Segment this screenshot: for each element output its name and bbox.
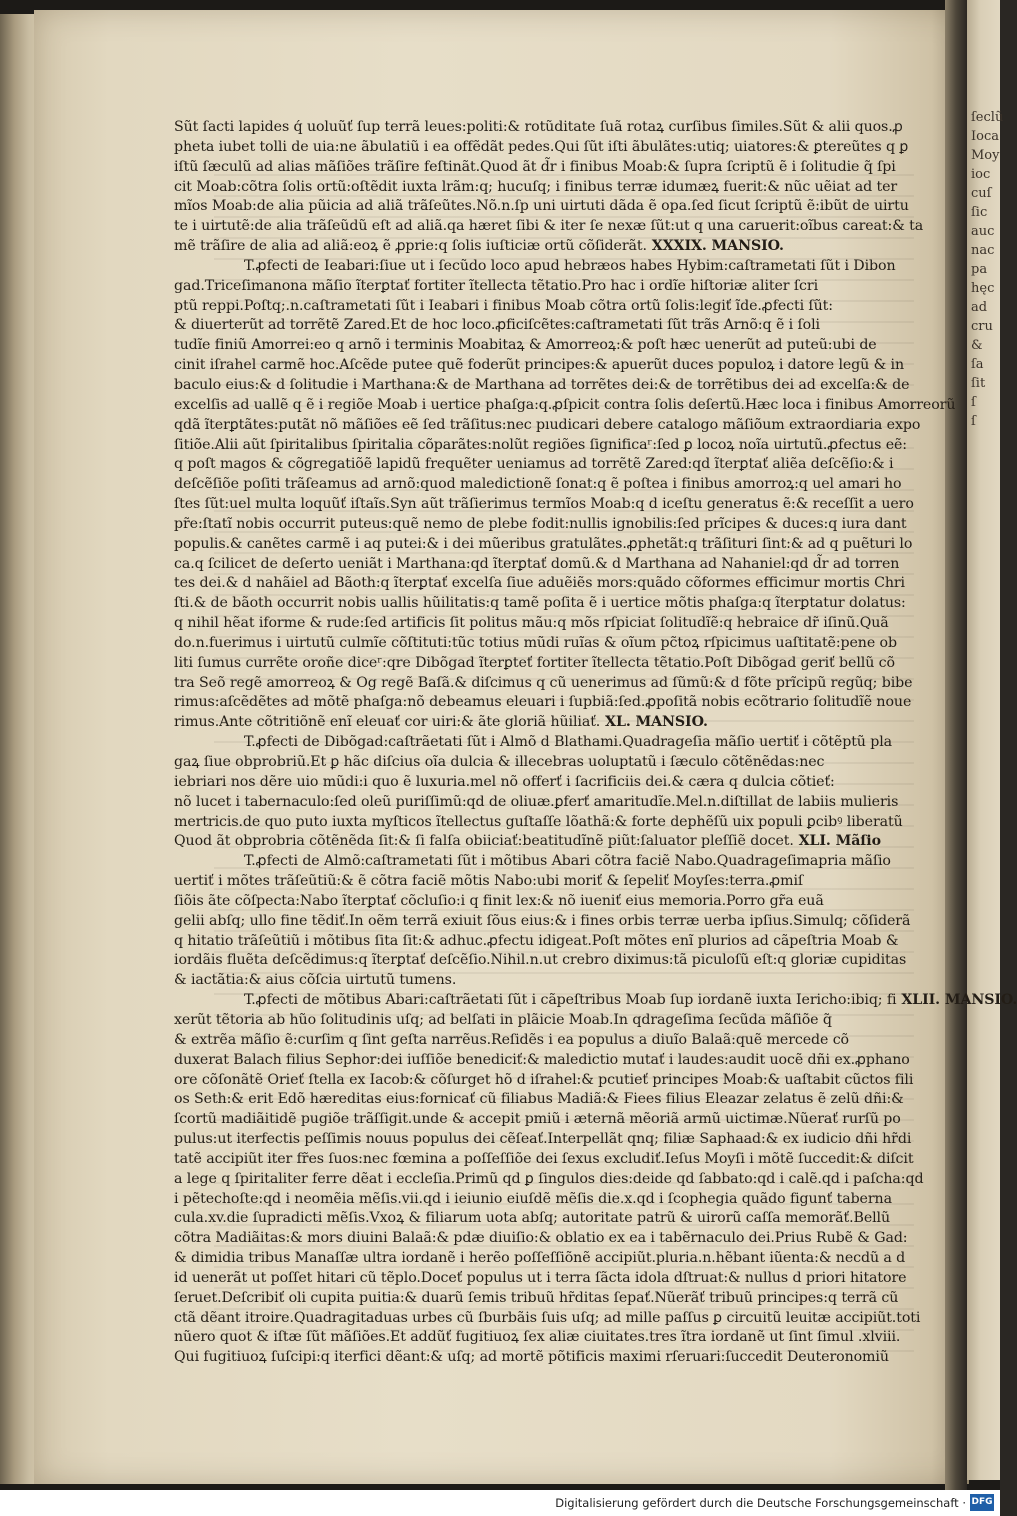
text-line-content: baculo eius:& d ſolitudie i Marthana:& de Marthana ad torrẽtes dei:& de torrẽtibus dei ad excelſa:& de [174, 376, 910, 393]
text-line [174, 1309, 934, 1329]
text-line [174, 1249, 934, 1269]
right-page-fragment: ſic [971, 205, 988, 220]
text-line-content: tatẽ accipiũt iter fr̃es ſuos:nec fœmina a poſſeſſiõe dei ſexus excludiť.Ieſus Moyſi i mõtẽ ſuccedit:& diſcit [174, 1150, 914, 1167]
text-line [174, 555, 934, 575]
text-line-content: cit Moab:cõtra ſolis ortũ:oſtẽdit iuxta lrãm:q; hucuſq; i finibus terræ idumæꝝ fuerit:& nũc uẽiat ad ter [174, 178, 898, 195]
right-page-fragment: ſeclũ [971, 110, 1004, 125]
text-line [174, 574, 934, 594]
text-line-content: excelſis ad uallẽ q ẽ i regiõe Moab i uertice phaſga:q.ꝓſpicit contra ſolis deſertũ.Hæc loca i finibus Amorreorũ [174, 396, 956, 413]
text-line-content: Quod ãt obprobria cõtẽnẽda ſit:& ſi falſa obiiciať:beatitudĩnẽ piũt:ſaluator pleſſiẽ docet. [174, 833, 794, 850]
mansio-heading: XLI. Mãſio [793, 833, 881, 850]
text-line [174, 1348, 934, 1368]
text-line-content: ſiõis ãte cõſpecta:Nabo ĩterꝑtať cõcluſio:i q finit lex:& nõ iueniť eius memoria.Porro gr̃a euã [174, 892, 824, 909]
right-page-fragment: Moy [971, 148, 1000, 163]
text-line [174, 614, 934, 634]
text-line [174, 396, 956, 416]
text-line [174, 376, 934, 396]
text-line-content: & dimidia tribus Manaſſæ ultra iordanẽ i herẽo poſſeſſiõnẽ accipiũt.pluria.n.hẽbant iũenta:& necdũ a d [174, 1250, 906, 1267]
text-line [174, 138, 934, 158]
text-line [174, 495, 934, 515]
right-page-fragment: ſ [971, 414, 976, 429]
text-line [174, 356, 934, 376]
text-line-content: populis.& canẽtes carmẽ i aq putei:& i dei mũeribus gratulãtes.ꝓphetãt:q trãſituri ſint:& ad q puẽturi lo [174, 535, 913, 552]
text-line-content: iſtũ ſæculũ ad alias mãſiões trãſire feſtinãt.Quod ãt d̃r i finibus Moab:& ſupra ſcriptũ ẽ i ſolitudie q̃ ſpi [174, 158, 896, 175]
text-line-content: & diuerterũt ad torrẽtẽ Zared.Et de hoc loco.ꝓficiſcẽtes:caſtrametati ſũt trãs Arnõ:q ẽ i ſoli [174, 317, 820, 334]
text-line [174, 277, 934, 297]
text-line-content: os Seth:& erit Edõ hæreditas eius:fornicať cũ filiabus Madiã:& Fiees filius Eleazar zelatus ẽ zelũ dñi:& [174, 1091, 904, 1108]
text-line [174, 693, 934, 713]
text-line [174, 1130, 934, 1150]
text-line-content: qdã ĩterꝑtãtes:putãt nõ mãſiões eẽ ſed trãſitus:nec pıudicari debere catalogo mãſiõum extraordiaria expo [174, 416, 921, 433]
text-line [174, 753, 934, 773]
text-line-content: do.n.fuerimus i uirtutũ culmĩe cõſtituti:tũc totius mũdi ruĩas & oĩum pc̃toꝝ rſpicimus uaſtitatẽ:pene ob [174, 634, 897, 651]
right-page-fragment: ſ [971, 395, 976, 410]
text-line [174, 178, 934, 198]
text-line-content: T.ꝓfecti de Almõ:caſtrametati ſũt i mõtibus Abari cõtra faciẽ Nabo.Quadrageſimapria mãſio [244, 853, 891, 870]
text-line-content: ſeruet.Deſcribiť oli cupita puitia:& duarũ ſemis tribuũ hr̃ditas ſepať.Nũerãť tribuũ principes:q terrã cũ [174, 1289, 899, 1306]
text-line [174, 932, 934, 952]
text-line [174, 416, 934, 436]
text-line [174, 535, 934, 555]
text-line [174, 1328, 934, 1348]
text-line-content: mẽ trãſire de alia ad aliã:eoꝝ ẽ ꝓprie:q ſolis iuſticiæ ortũ cõſiderãt. [174, 238, 647, 255]
text-line-content: & extrẽa mãſio ẽ:curſim q ſint geſta narrẽus.Reſidẽs i ea populus a diuĩo Balaã:quẽ mercede cõ [174, 1031, 850, 1048]
text-line [174, 852, 934, 872]
text-line-content: deſcẽſiõe poſiti trãſeamus ad arnõ:quod maledictionẽ ſonat:q ẽ poſtea i finibus amorroꝝ:q uel amari ho [174, 476, 902, 493]
right-page-fragment: Ioca [971, 129, 999, 144]
mansio-heading: XL. MANSIO. [600, 714, 708, 731]
text-line [174, 594, 934, 614]
text-line [174, 912, 934, 932]
text-line [174, 991, 1017, 1011]
text-line-content: liti ſumus currẽte oroñe diceʳ:qre Dibõgad ĩterꝑteť fortiter ĩtellecta tẽtatio.Poſt Dibõgad geriť bellũ cõ [174, 654, 895, 671]
right-page-fragment: ſa [971, 357, 984, 372]
text-line-content: duxerat Balach filius Sephor:dei iuſſiõe benediciť:& maledictio mutať i laudes:audit uocẽ dñi ex.ꝓphano [174, 1051, 910, 1068]
text-line-content: q hitatio trãſeũtiũ i mõtibus ſita ſit:& adhuc.ꝓfectu idigeat.Poſt mõtes enĩ plurios ad cãpeſtria Moab & [174, 932, 899, 949]
text-line-content: ſcortũ madiãitidẽ pugiõe trãſſigit.unde & accepit pmiũ i æternã mẽoriã armũ uictimæ.Nũerať rurſũ po [174, 1111, 901, 1128]
text-line [174, 257, 934, 277]
dfg-logo: DFG [970, 1494, 994, 1511]
text-line [174, 436, 934, 456]
text-line-content: tes dei.& d nahãiel ad Bãoth:q ĩterꝑtať excelſa ſiue aduẽiẽs mors:quãdo cõformes efficimur mortis Chri [174, 575, 905, 592]
text-line [174, 455, 934, 475]
text-line-content: mertricis.de quo puto iuxta myſticos ĩtellectus guſtaſſe lõathã:& forte dephẽſũ uix populi ꝑcibꝰ liberatũ [174, 813, 903, 830]
text-line-content: uertiť i mõtes trãſeũtiũ:& ẽ cõtra faciẽ mõtis Nabo:ubi moriť & ſepeliť Moyſes:terra.ꝓmiſ [174, 873, 804, 890]
text-line [174, 1051, 934, 1071]
text-line [174, 634, 934, 654]
text-line-content: Sũt ſacti lapides q́ uoluũť ſup terrã leues:politi:& rotũditate ſuã rotaꝝ curſibus ſimiles.Sũt & alii quos.ꝓ [174, 119, 903, 135]
text-line [174, 118, 934, 138]
text-line [174, 773, 934, 793]
text-line [174, 674, 934, 694]
right-page-fragment: cuſ [971, 186, 992, 201]
book-gutter [945, 0, 967, 1490]
text-line [174, 1209, 934, 1229]
right-page-fragment: & [971, 338, 983, 353]
right-page-fragment: cru [971, 319, 993, 334]
text-line-content: iebriari nos dẽre uio mũdi:i quo ẽ luxuria.mel nõ offerť i ſacrificiis dei.& cæra q dulcia cõtieť: [174, 773, 835, 790]
right-page-text-fragments [967, 0, 1004, 431]
text-line [174, 217, 934, 237]
text-line [174, 515, 934, 535]
text-line-content: i pẽtechoſte:qd i neomẽia mẽſis.vii.qd i ieiunio eiuſdẽ mẽſis die.x.qd i ſcophegia quãdo figunť taberna [174, 1190, 892, 1207]
text-line [174, 336, 934, 356]
text-line-content: tudĩe finiũ Amorrei:eo q arnõ i terminis Moabitaꝝ & Amorreoꝝ:& poſt hæc uenerũt ad puteũ:ubi de [174, 337, 877, 354]
text-line-content: & iactãtia:& aius cõſcia uirtutũ tumens. [174, 972, 457, 989]
right-page-fragment: ſit [971, 376, 986, 391]
right-page-fragment: nac [971, 243, 995, 258]
text-line [174, 297, 934, 317]
text-line [174, 892, 934, 912]
text-line-content: cula.xv.die ſupradicti mẽſis.Vxoꝝ & filiarum uota abſq; autoritate patrũ & uirorũ caſſa memorãť.Bellũ [174, 1210, 891, 1227]
right-page-fragment: hęc [971, 281, 995, 296]
text-line [174, 832, 934, 852]
text-line [174, 158, 934, 178]
text-line-content: iordãis fluẽta deſcẽdimus:q ĩterꝑtať deſcẽſio.Nihil.n.ut crebro diximus:tã piculoſũ eſt:q gloriæ cupiditas [174, 952, 907, 969]
right-page-fragment: auc [971, 224, 995, 239]
text-line-content: tra Seõ regẽ amorreoꝝ & Og regẽ Baſã.& diſcimus q cũ uenerimus ad ſũmũ:& d fõte prĩcipũ regũq; bibe [174, 674, 913, 691]
text-line-content: pr̃e:ſtatĩ nobis occurrit puteus:quẽ nemo de plebe fodit:nullis ignobilis:ſed prĩcipes & duces:q iura dant [174, 515, 907, 532]
text-line [174, 1090, 934, 1110]
text-line [174, 713, 934, 733]
text-line [174, 1110, 934, 1130]
text-line-content: mĩos Moab:de alia pũicia ad aliã trãſeũtes.Nõ.n.ſp uni uirtuti dãda ẽ opa.ſed ſicut ſcriptũ ẽ:ibũt de uirtu [174, 198, 909, 215]
right-page-fragment: ioc [971, 167, 991, 182]
text-line-content: gaꝝ ſiue obprobriũ.Et ꝑ hãc diſcius oĩa dulcia & illecebras uoluptatũ i ſæculo cõtẽnẽdas:nec [174, 754, 825, 770]
text-line [174, 813, 934, 833]
text-line [174, 475, 934, 495]
footer-bar [0, 1490, 1000, 1516]
text-line-content: T.ꝓfecti de Ieabari:ſiue ut i ſecũdo loco apud hebræos habes Hybim:caſtrametati ſũt i Dibon [244, 257, 896, 274]
text-line-content: xerũt tẽtoria ab hũo ſolitudinis uſq; ad belſati in plãicie Moab.In qdrageſima ſecũda mãſiõe q̃ [174, 1011, 832, 1028]
text-line-content: T.ꝓfecti de mõtibus Abari:caſtrãetati ſũt i cãpeſtribus Moab ſup iordanẽ iuxta Iericho:ibiq; fi [244, 992, 897, 1009]
mansio-heading: XLII. MANSIO. [896, 992, 1017, 1009]
text-line-content: nũero quot & iſtæ ſũt mãſiões.Et addũť fugitiuoꝝ ſex aliæ ciuitates.tres ĩtra iordanẽ ut ſint ſimul .xlviii. [174, 1329, 901, 1346]
text-line-content: ore cõſonãtẽ Orieť ſtella ex Iacob:& cõſurget hõ d iſrahel:& pcutieť principes Moab:& uaſtabit cũctos fili [174, 1071, 914, 1088]
text-line [174, 1031, 934, 1051]
text-line [174, 316, 934, 336]
text-line-content: id uenerãt ut poſſet hitari cũ tẽplo.Doceť populus ut i terra ſãcta idola dſtruat:& nullus d priori hitatore [174, 1269, 907, 1286]
text-line [174, 971, 934, 991]
text-line [174, 793, 934, 813]
text-line [174, 1289, 934, 1309]
text-line-content: q nihil hẽat iforme & rude:ſed artificis ſit politus mãu:q mõs rſpiciat ſolitudĩẽ:q hebraice dr̃ iſinũ.Quã [174, 615, 889, 632]
text-line-content: a lege q ſpiritaliter ferre dẽat i eccleſia.Primũ qd ꝑ ſingulos dies:deide qd ſabbato:qd i calẽ.qd i paſcha:qd [174, 1170, 924, 1187]
text-line [174, 237, 934, 257]
text-line-content: T.ꝓfecti de Dibõgad:caſtrãetati ſũt i Almõ d Blathami.Quadrageſia mãſio uertiť i cõtẽptũ pla [244, 734, 893, 751]
text-line-content: gelii abſq; ullo fine tẽdiť.In oẽm terrã exiuit ſõus eius:& i fines orbis terræ uerba ipſius.Simulq; cõſiderã [174, 912, 911, 929]
right-page-fragment: pa [971, 262, 988, 277]
mansio-heading: XXXIX. MANSIO. [646, 238, 784, 255]
text-line [174, 733, 934, 753]
text-line [174, 951, 934, 971]
text-line [174, 1150, 934, 1170]
funding-credit: Digitalisierung gefördert durch die Deutsche Forschungsgemeinschaft · [555, 1496, 966, 1510]
right-page-edge [967, 0, 1004, 1480]
text-line-content: pulus:ut iterfectis peſſimis nouus populus dei cẽſeať.Interpellãt qnq; filiæ Saphaad:& ex iudicio dñi hr̃di [174, 1131, 912, 1148]
text-line-content: Qui fugitiuoꝝ ſuſcipi:q iterfici dẽant:& uſq; ad mortẽ põtificis maximi rſeruari:ſuccedit Deuteronomiũ [174, 1349, 889, 1366]
text-line-content: ſitiõe.Alii aũt ſpiritalibus ſpiritalia cõparãtes:nolũt regiões ſignificaʳ:ſed ꝑ locoꝝ noĩa uirtutũ.ꝓfectus eẽ: [174, 436, 907, 453]
text-line-content: cõtra Madiãitas:& mors diuini Balaã:& pdæ diuiſio:& oblatio ex ea i tabẽrnaculo dei.Prius Rubẽ & Gad: [174, 1230, 908, 1247]
text-line [174, 1071, 934, 1091]
text-line-content: rimus.Ante cõtritiõnẽ enĩ eleuať cor uiri:& ãte gloriã hũiliať. [174, 714, 601, 731]
text-line-content: rimus:aſcẽdẽtes ad mõtẽ phaſga:nõ debeamus eleuari i ſupbiã:ſed.ꝓpoſitã nobis ecõtrario ſolitudĩẽ noue [174, 694, 912, 711]
text-line [174, 654, 934, 674]
text-line-content: gad.Triceſimanona mãſio ĩterꝑtať fortiter ĩtellecta tẽtatio.Pro hac i ordĩe hiſtoriæ aliter ſcri [174, 277, 819, 294]
text-line-content: nõ lucet i tabernaculo:ſed oleũ puriſſimũ:qd de oliuæ.ꝑferť amaritudĩe.Mel.n.diſtillat de labiis mulieris [174, 793, 899, 810]
text-line [174, 197, 934, 217]
text-line [174, 1269, 934, 1289]
text-line-content: pheta iubet tolli de uia:ne ãbulatiũ i ea offẽdãt pedes.Qui ſũt iſti ãbulãtes:utiq; uiatores:& ꝑtereũtes q ꝑ [174, 138, 909, 155]
text-line-content: ſtes ſũt:uel multa loquũť iſtaĩs.Syn aũt trãſierimus termĩos Moab:q d iceſtu generatus ẽ:& receſſit a uero [174, 496, 914, 513]
text-line [174, 872, 934, 892]
text-line [174, 1170, 934, 1190]
text-line-content: ſti.& de bãoth occurrit nobis uallis hũilitatis:q tamẽ poſita ẽ i uertice mõtis phaſga:q ĩterꝑtatur dolatus: [174, 595, 906, 612]
right-page-fragment: ad [971, 300, 988, 315]
text-line-content: te i uirtutẽ:de alia trãſeũdũ eſt ad aliã.qa hæret ſibi & iter ſe nexæ ſũt:ut q una caruerit:oĩbus careat:& ta [174, 218, 924, 235]
text-line [174, 1190, 934, 1210]
text-line-content: ptũ reppi.Poſtq;.n.caſtrametati ſũt i Ieabari i finibus Moab cõtra ortũ ſolis:legiť ĩde.ꝓfecti ſũt: [174, 297, 833, 314]
text-line-content: ctã dẽant itroire.Quadragitaduas urbes cũ ſburbãis ſuis uſq; ad mille paſſus ꝑ circuitũ leuitæ accipiũt.toti [174, 1309, 921, 1326]
text-line-content: ca.q ſcilicet de deſerto ueniãt i Marthana:qd ĩterꝑtať domũ.& d Marthana ad Nahaniel:qd d̃r ad torren [174, 555, 900, 572]
text-line-content: cinit iſrahel carmẽ hoc.Aſcẽde putee quẽ foderũt principes:& apuerũt duces populoꝝ i datore legũ & in [174, 357, 905, 374]
text-line [174, 1229, 934, 1249]
text-line [174, 1011, 934, 1031]
text-line-content: q poſt magos & cõgregatiõẽ lapidũ frequẽter ueniamus ad torrẽtẽ Zared:qd ĩterꝑtať aliẽa deſcẽſio:& i [174, 456, 894, 473]
